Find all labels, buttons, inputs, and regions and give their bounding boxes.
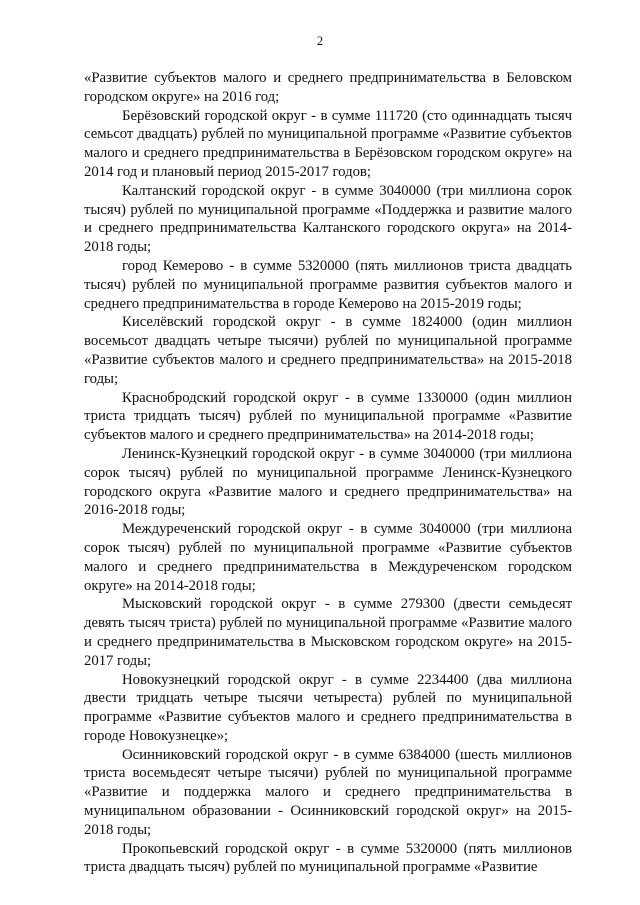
- paragraph-kemerovo: город Кемерово - в сумме 5320000 (пять миллионов триста двадцать тысяч) рублей по муниципальной программе развития субъектов малого и среднего предпринимательства в городе Кемерово на 2015-2019 годы;: [84, 257, 572, 312]
- paragraph-belovsky-continuation: «Развитие субъектов малого и среднего предпринимательства в Беловском городском округе» на 2016 год;: [84, 70, 572, 105]
- paragraph-myskovsky: Мысковский городской округ - в сумме 279300 (двести семьдесят девять тысяч триста) рублей по муниципальной программе «Развитие малого и среднего предпринимательства в Мысковском городском округе» на 2015-2017 годы;: [84, 596, 572, 669]
- paragraph-osinnikovsky: Осинниковский городской округ - в сумме 6384000 (шесть миллионов триста восемьдесят четыре тысячи) рублей по муниципальной программе «Развитие и поддержка малого и среднего предпринимательства в муниципальном образовании - Осинниковский городской округ» на 2015-2018 годы;: [84, 746, 572, 838]
- paragraph-beryozovsky: Берёзовский городской округ - в сумме 111720 (сто одиннадцать тысяч семьсот двадцать) рублей по муниципальной программе «Развитие субъектов малого и среднего предпринимательства в Берёзовском городском округе» на 2014 год и плановый период 2015-2017 годов;: [84, 107, 572, 180]
- paragraph-leninsk-kuznetsky: Ленинск-Кузнецкий городской округ - в сумме 3040000 (три миллиона сорок тысяч) рублей по муниципальной программе Ленинск-Кузнецкого городского округа «Развитие малого и среднего предпринимательства» на 2016-2018 годы;: [84, 445, 572, 519]
- document-body: [84, 69, 572, 877]
- paragraph-kaltansky: Калтанский городской округ - в сумме 3040000 (три миллиона сорок тысяч) рублей по муниципальной программе «Поддержка и развитие малого и среднего предпринимательства Калтанского городского округа» на 2014-2018 годы;: [84, 182, 572, 256]
- paragraph-novokuznetsky: Новокузнецкий городской округ - в сумме 2234400 (два миллиона двести тридцать четыре тысячи четыреста) рублей по муниципальной программе «Развитие субъектов малого и среднего предпринимательства в городе Новокузнецке»;: [84, 671, 572, 744]
- paragraph-kiselyovsky: Киселёвский городской округ - в сумме 1824000 (один миллион восемьсот двадцать четыре тысячи) рублей по муниципальной программе «Развитие субъектов малого и среднего предпринимательства» на 2015-2018 годы;: [84, 314, 572, 387]
- paragraph-krasnobrodsky: Краснобродский городской округ - в сумме 1330000 (один миллион триста тридцать тысяч) рублей по муниципальной программе «Развитие субъектов малого и среднего предпринимательства» на 2014-2018 годы;: [84, 389, 572, 444]
- paragraph-mezhdurechensky: Междуреченский городской округ - в сумме 3040000 (три миллиона сорок тысяч) рублей по муниципальной программе «Развитие субъектов малого и среднего предпринимательства в Междуреченском городском округе» на 2014-2018 годы;: [84, 521, 572, 594]
- page-number: 2: [316, 34, 324, 48]
- paragraph-prokopyevsky: Прокопьевский городской округ - в сумме 5320000 (пять миллионов триста двадцать тысяч) рублей по муниципальной программе «Развитие: [84, 840, 572, 876]
